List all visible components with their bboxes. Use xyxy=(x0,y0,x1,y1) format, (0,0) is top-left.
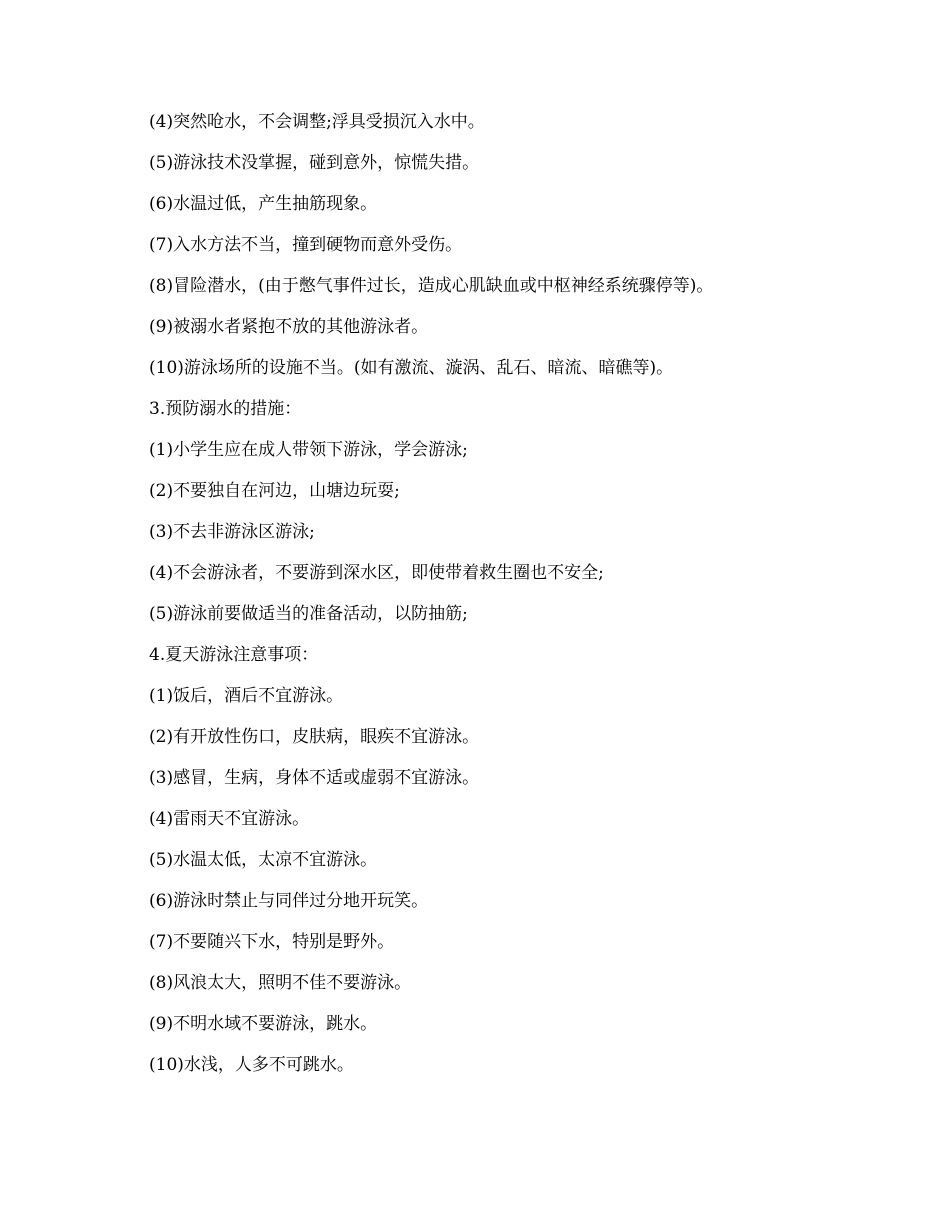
summer-swimming-item: (4)雷雨天不宜游泳。 xyxy=(149,809,310,829)
drowning-cause-item: (8)冒险潜水，(由于憋气事件过长，造成心肌缺血或中枢神经系统骤停等)。 xyxy=(149,276,714,296)
summer-swimming-item: (6)游泳时禁止与同伴过分地开玩笑。 xyxy=(149,891,429,911)
drowning-cause-item: (7)入水方法不当，撞到硬物而意外受伤。 xyxy=(149,235,463,255)
drowning-cause-item: (5)游泳技术没掌握，碰到意外，惊慌失措。 xyxy=(149,153,480,173)
summer-swimming-item: (7)不要随兴下水，特别是野外。 xyxy=(149,932,395,952)
section-heading-summer-swimming: 4.夏天游泳注意事项： xyxy=(149,645,319,665)
summer-swimming-item: (10)水浅，人多不可跳水。 xyxy=(149,1055,354,1075)
summer-swimming-item: (8)风浪太大，照明不佳不要游泳。 xyxy=(149,973,412,993)
drowning-cause-item: (6)水温过低，产生抽筋现象。 xyxy=(149,194,378,214)
prevention-item: (3)不去非游泳区游泳; xyxy=(149,522,315,542)
prevention-item: (2)不要独自在河边，山塘边玩耍; xyxy=(149,481,400,501)
document-body xyxy=(149,111,829,1095)
prevention-item: (5)游泳前要做适当的准备活动，以防抽筋; xyxy=(149,604,468,624)
prevention-item: (1)小学生应在成人带领下游泳，学会游泳; xyxy=(149,440,468,460)
summer-swimming-item: (2)有开放性伤口，皮肤病，眼疾不宜游泳。 xyxy=(149,727,480,747)
section-heading-prevention: 3.预防溺水的措施： xyxy=(149,399,302,419)
summer-swimming-item: (1)饭后，酒后不宜游泳。 xyxy=(149,686,344,706)
drowning-cause-item: (4)突然呛水，不会调整;浮具受损沉入水中。 xyxy=(149,112,485,132)
summer-swimming-item: (9)不明水域不要游泳，跳水。 xyxy=(149,1014,378,1034)
summer-swimming-item: (3)感冒，生病，身体不适或虚弱不宜游泳。 xyxy=(149,768,480,788)
drowning-cause-item: (10)游泳场所的设施不当。(如有激流、漩涡、乱石、暗流、暗礁等)。 xyxy=(149,358,674,378)
prevention-item: (4)不会游泳者，不要游到深水区，即使带着救生圈也不安全; xyxy=(149,563,604,583)
summer-swimming-item: (5)水温太低，太凉不宜游泳。 xyxy=(149,850,378,870)
drowning-cause-item: (9)被溺水者紧抱不放的其他游泳者。 xyxy=(149,317,429,337)
